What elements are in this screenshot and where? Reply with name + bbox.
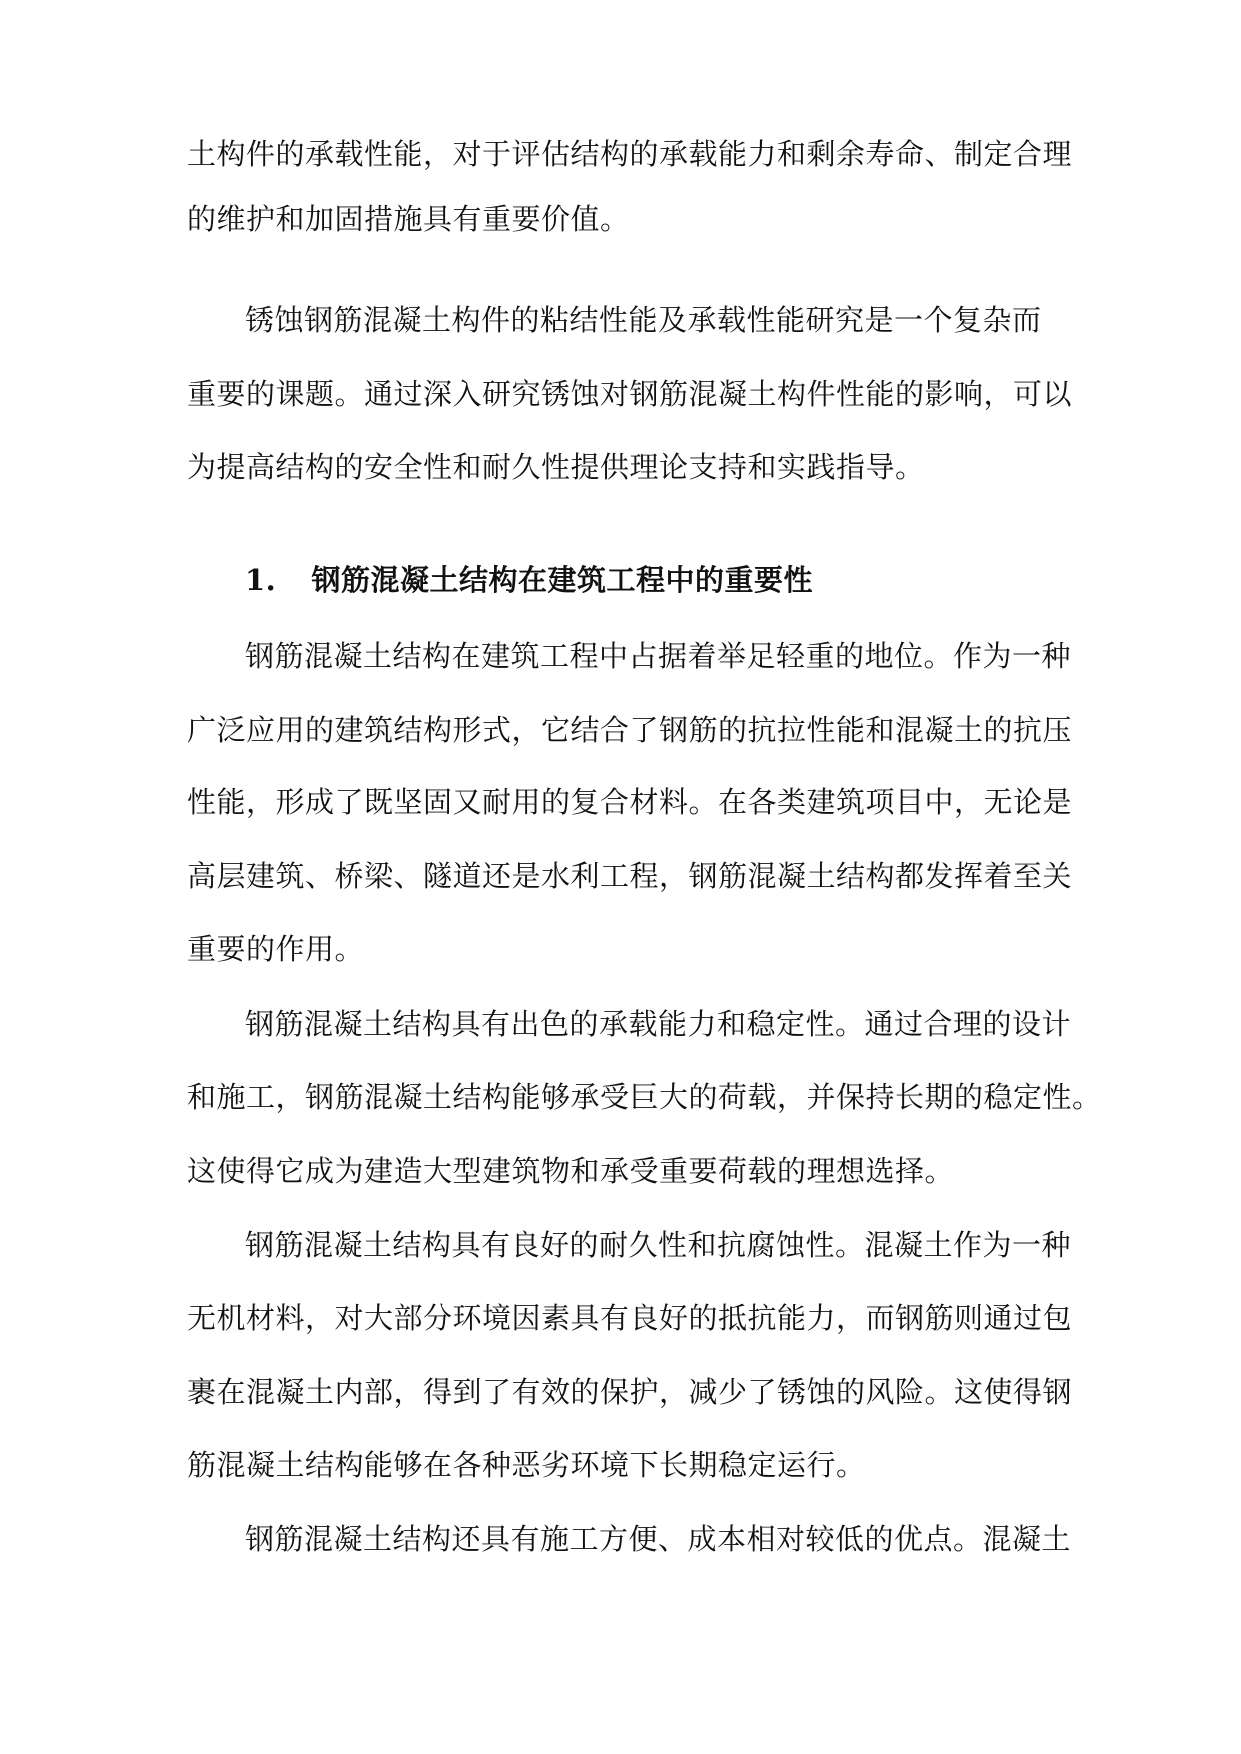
section-number: 1. xyxy=(245,563,277,597)
section-paragraph-1-line-1: 钢筋混凝土结构在建筑工程中占据着举足轻重的地位。作为一种 xyxy=(245,639,1072,673)
section-heading xyxy=(245,560,813,600)
paragraph-1-line-2: 的维护和加固措施具有重要价值。 xyxy=(187,202,630,236)
section-paragraph-2-line-1: 钢筋混凝土结构具有出色的承载能力和稳定性。通过合理的设计 xyxy=(245,1007,1072,1041)
section-paragraph-3-line-2: 无机材料，对大部分环境因素具有良好的抵抗能力，而钢筋则通过包 xyxy=(187,1301,1073,1335)
section-paragraph-1-line-5: 重要的作用。 xyxy=(187,932,365,966)
section-paragraph-3-line-4: 筋混凝土结构能够在各种恶劣环境下长期稳定运行。 xyxy=(187,1448,866,1482)
section-paragraph-4-line-1: 钢筋混凝土结构还具有施工方便、成本相对较低的优点。混凝土 xyxy=(245,1522,1072,1556)
section-paragraph-1-line-2: 广泛应用的建筑结构形式，它结合了钢筋的抗拉性能和混凝土的抗压 xyxy=(187,713,1073,747)
paragraph-2-line-2: 重要的课题。通过深入研究锈蚀对钢筋混凝土构件性能的影响，可以 xyxy=(187,377,1073,411)
section-paragraph-3-line-1: 钢筋混凝土结构具有良好的耐久性和抗腐蚀性。混凝土作为一种 xyxy=(245,1228,1072,1262)
section-paragraph-3-line-3: 裹在混凝土内部，得到了有效的保护，减少了锈蚀的风险。这使得钢 xyxy=(187,1375,1073,1409)
paragraph-2-line-3: 为提高结构的安全性和耐久性提供理论支持和实践指导。 xyxy=(187,450,925,484)
section-paragraph-1-line-4: 高层建筑、桥梁、隧道还是水利工程，钢筋混凝土结构都发挥着至关 xyxy=(187,859,1073,893)
section-title: 钢筋混凝土结构在建筑工程中的重要性 xyxy=(311,563,814,597)
paragraph-1-line-1: 土构件的承载性能，对于评估结构的承载能力和剩余寿命、制定合理 xyxy=(187,137,1073,171)
paragraph-2-line-1: 锈蚀钢筋混凝土构件的粘结性能及承载性能研究是一个复杂而 xyxy=(245,303,1042,337)
section-paragraph-1-line-3: 性能，形成了既坚固又耐用的复合材料。在各类建筑项目中，无论是 xyxy=(187,785,1073,819)
section-paragraph-2-line-2: 和施工，钢筋混凝土结构能够承受巨大的荷载，并保持长期的稳定性。 xyxy=(187,1080,1102,1114)
section-paragraph-2-line-3: 这使得它成为建造大型建筑物和承受重要荷载的理想选择。 xyxy=(187,1154,955,1188)
